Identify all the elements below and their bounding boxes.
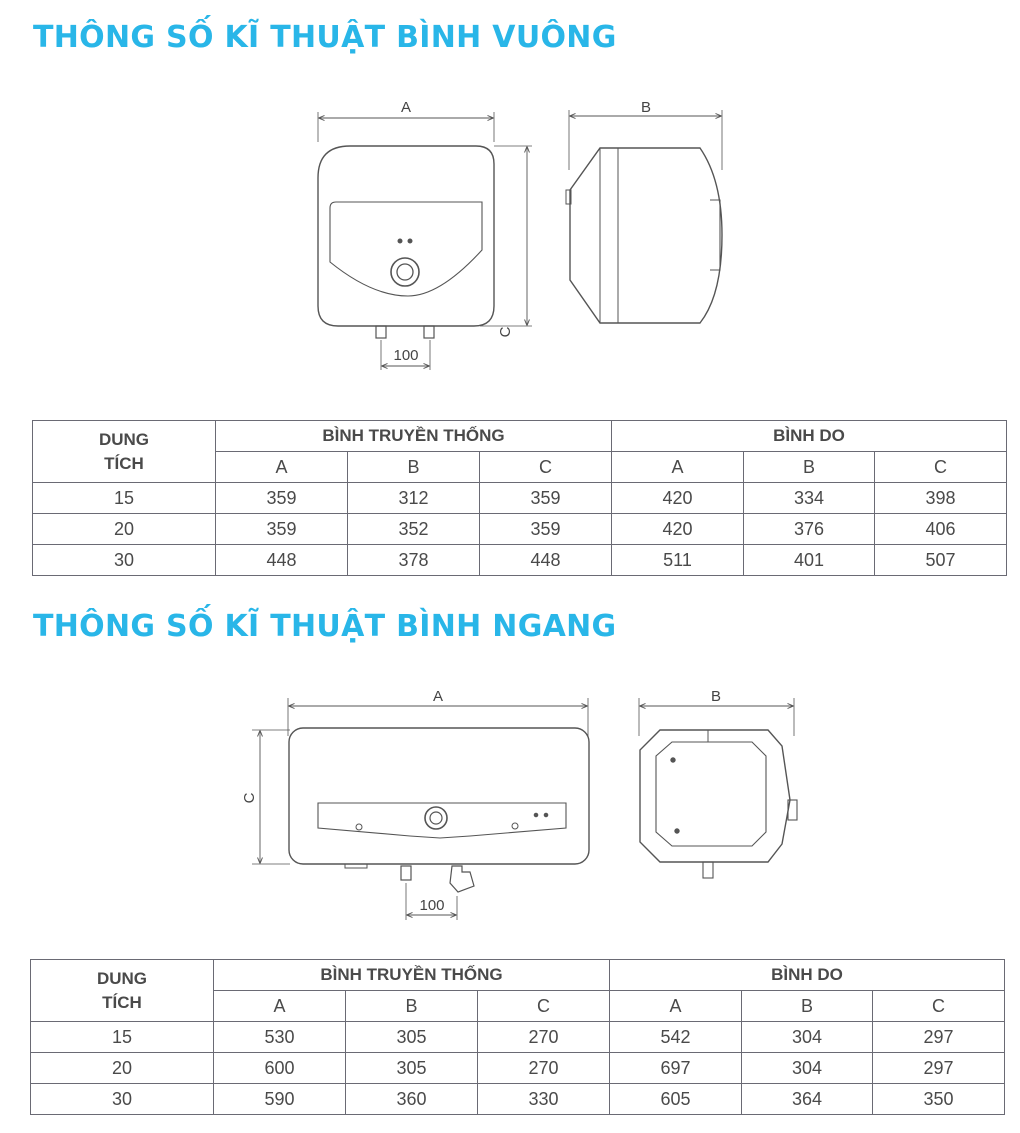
- table-cell: 304: [742, 1053, 873, 1084]
- table-cell: 359: [216, 514, 348, 545]
- table-cell: 376: [744, 514, 875, 545]
- table-cell: 420: [612, 483, 744, 514]
- table-cell: 304: [742, 1022, 873, 1053]
- table-cell: 360: [346, 1084, 478, 1115]
- table-row: [33, 545, 1007, 576]
- table-cell: 511: [612, 545, 744, 576]
- table-cell: 542: [610, 1022, 742, 1053]
- table-cell: 364: [742, 1084, 873, 1115]
- table-cell: 507: [875, 545, 1007, 576]
- table-cell: 359: [480, 514, 612, 545]
- dimension-b-label: B: [640, 99, 652, 116]
- table-cell: 406: [875, 514, 1007, 545]
- col-header: A: [612, 452, 744, 483]
- section-title-square: THÔNG SỐ KĨ THUẬT BÌNH VUÔNG: [33, 20, 617, 55]
- capacity-header-line2: TÍCH: [102, 992, 142, 1012]
- capacity-header-line1: DUNG: [98, 429, 150, 449]
- capacity-cell: 30: [31, 1084, 214, 1115]
- table-cell: 359: [480, 483, 612, 514]
- table-cell: 401: [744, 545, 875, 576]
- dimension-b-label: B: [710, 688, 722, 705]
- table-header-row: [33, 421, 1007, 452]
- pipe-spacing-label: 100: [393, 347, 419, 364]
- col-header: B: [744, 452, 875, 483]
- table-cell: 378: [348, 545, 480, 576]
- horizontal-front-view: [252, 698, 589, 920]
- table-row: [33, 514, 1007, 545]
- table-cell: 605: [610, 1084, 742, 1115]
- table-cell: 312: [348, 483, 480, 514]
- horizontal-side-view: [639, 698, 797, 878]
- table-row: [33, 483, 1007, 514]
- table-cell: 590: [214, 1084, 346, 1115]
- col-header: C: [478, 991, 610, 1022]
- dimension-a-label: A: [400, 99, 412, 116]
- traditional-group-header: BÌNH TRUYỀN THỐNG: [214, 960, 610, 991]
- capacity-cell: 15: [31, 1022, 214, 1053]
- col-header: A: [214, 991, 346, 1022]
- dimension-c-label: C: [497, 326, 514, 338]
- table-cell: 600: [214, 1053, 346, 1084]
- col-header: B: [742, 991, 873, 1022]
- capacity-header: [33, 421, 216, 483]
- table-cell: 530: [214, 1022, 346, 1053]
- table-cell: 420: [612, 514, 744, 545]
- table-cell: 330: [478, 1084, 610, 1115]
- col-header: B: [346, 991, 478, 1022]
- square-spec-table: [32, 420, 1007, 576]
- table-row: [31, 1053, 1005, 1084]
- col-header: C: [480, 452, 612, 483]
- col-header: C: [873, 991, 1005, 1022]
- table-cell: 305: [346, 1022, 478, 1053]
- dimension-c-label: C: [241, 792, 258, 804]
- table-header-row: [31, 960, 1005, 991]
- do-group-header: BÌNH DO: [610, 960, 1005, 991]
- do-group-header: BÌNH DO: [612, 421, 1007, 452]
- table-cell: 697: [610, 1053, 742, 1084]
- traditional-group-header: BÌNH TRUYỀN THỐNG: [216, 421, 612, 452]
- table-cell: 359: [216, 483, 348, 514]
- capacity-header-line2: TÍCH: [104, 453, 144, 473]
- horizontal-spec-table: [30, 959, 1005, 1115]
- pipe-spacing-label: 100: [419, 897, 445, 914]
- table-row: [31, 1022, 1005, 1053]
- table-cell: 270: [478, 1022, 610, 1053]
- table-cell: 305: [346, 1053, 478, 1084]
- square-side-view: [566, 110, 722, 323]
- horizontal-heater-diagram: [0, 678, 1020, 933]
- capacity-cell: 15: [33, 483, 216, 514]
- capacity-cell: 20: [33, 514, 216, 545]
- table-row: [31, 1084, 1005, 1115]
- capacity-cell: 30: [33, 545, 216, 576]
- capacity-header-line1: DUNG: [96, 968, 148, 988]
- col-header: A: [610, 991, 742, 1022]
- table-cell: 448: [216, 545, 348, 576]
- capacity-header: [31, 960, 214, 1022]
- table-cell: 350: [873, 1084, 1005, 1115]
- capacity-cell: 20: [31, 1053, 214, 1084]
- table-cell: 448: [480, 545, 612, 576]
- col-header: C: [875, 452, 1007, 483]
- table-cell: 270: [478, 1053, 610, 1084]
- square-heater-diagram: [0, 90, 1020, 380]
- table-cell: 398: [875, 483, 1007, 514]
- col-header: B: [348, 452, 480, 483]
- dimension-a-label: A: [432, 688, 444, 705]
- col-header: A: [216, 452, 348, 483]
- table-cell: 334: [744, 483, 875, 514]
- section-title-horizontal: THÔNG SỐ KĨ THUẬT BÌNH NGANG: [33, 609, 617, 644]
- table-cell: 297: [873, 1022, 1005, 1053]
- table-cell: 352: [348, 514, 480, 545]
- table-cell: 297: [873, 1053, 1005, 1084]
